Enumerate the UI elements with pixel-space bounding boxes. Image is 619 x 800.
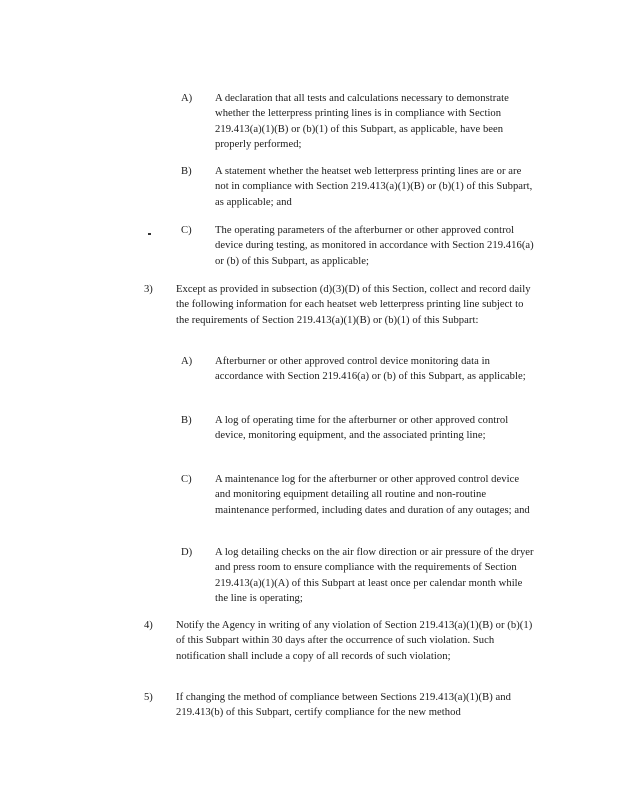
item-label: C)	[181, 225, 192, 236]
item-label: D)	[181, 547, 193, 558]
item-label: B)	[181, 166, 192, 177]
stray-scan-mark	[148, 233, 151, 235]
item-label: 5)	[144, 692, 153, 703]
item-text: Notify the Agency in writing of any violation of Section 219.413(a)(1)(B) or (b)(1) of this Subpart within 30 days after the occurrence of such violation. Such notification shall include a copy of all records of such violation;	[176, 620, 533, 662]
item-label: A)	[181, 356, 193, 367]
item-label: B)	[181, 415, 192, 426]
item-text: A declaration that all tests and calculations necessary to demonstrate whether the letterpress printing lines is in compliance with Section 219.413(a)(1)(B) or (b)(1) of this Subpart, as applicable, have been properly performed;	[215, 93, 509, 150]
item-text: The operating parameters of the afterburner or other approved control device during testing, as monitored in accordance with Section 219.416(a) or (b) of this Subpart, as applicable;	[215, 225, 534, 267]
item-label: A)	[181, 93, 193, 104]
item-text: A statement whether the heatset web letterpress printing lines are or are not in compliance with Section 219.413(a)(1)(B) or (b)(1) of this Subpart, as applicable; and	[215, 166, 533, 208]
item-text: If changing the method of compliance between Sections 219.413(a)(1)(B) and 219.413(b) of this Subpart, certify compliance for the new method	[176, 692, 511, 719]
item-text: A log detailing checks on the air flow direction or air pressure of the dryer and press room to ensure compliance with the requirements of Section 219.413(a)(1)(A) of this Subpart at least once per calendar month while the line is operating;	[215, 547, 534, 604]
item-text: Afterburner or other approved control device monitoring data in accordance with Section 219.416(a) or (b) of this Subpart, as applicable;	[215, 356, 526, 383]
item-text: A maintenance log for the afterburner or other approved control device and monitoring equipment detailing all routine and non-routine maintenance performed, including dates and duration of any outages; and	[215, 474, 530, 516]
item-text: A log of operating time for the afterburner or other approved control device, monitoring equipment, and the associated printing line;	[215, 415, 509, 442]
item-text: Except as provided in subsection (d)(3)(D) of this Section, collect and record daily the following information for each heatset web letterpress printing line subject to the requirements of Section 219.413(a)(1)(B) or (b)(1) of this Subpart:	[176, 284, 531, 326]
item-label: 3)	[144, 284, 153, 295]
item-label: 4)	[144, 620, 153, 631]
item-label: C)	[181, 474, 192, 485]
